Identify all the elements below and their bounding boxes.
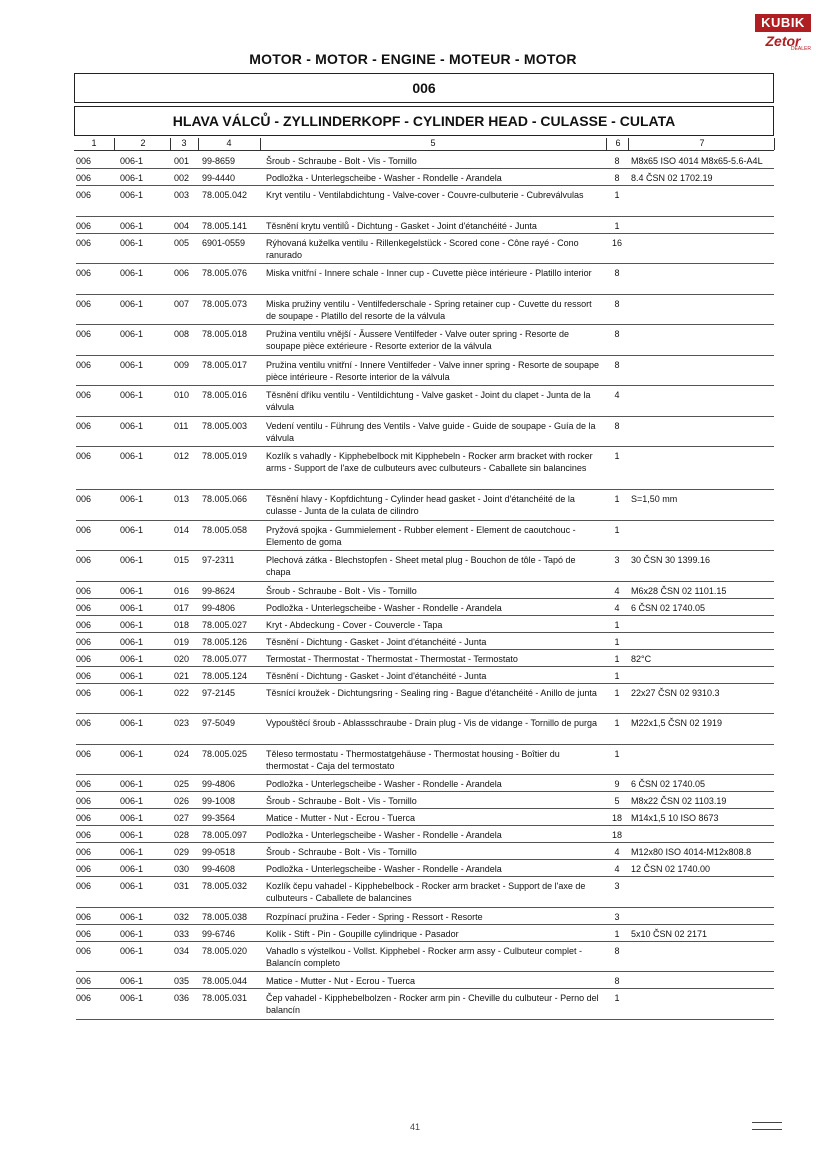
cell-c4: 78.005.025 — [202, 748, 248, 759]
cell-c3: 004 — [174, 220, 190, 231]
cell-c4: 97-5049 — [202, 718, 236, 728]
cell-c3: 035 — [174, 976, 190, 986]
cell-c5: Plechová zátka - Blechstopfen - Sheet metal plug - Bouchon de tôle - Tapó de chapa — [266, 555, 576, 577]
group-code: 006 — [74, 73, 774, 103]
cell-c4: 78.005.042 — [202, 190, 248, 200]
cell-c4: 78.005.066 — [202, 494, 248, 504]
cell-c5: Podložka - Unterlegscheibe - Washer - Rondelle - Arandela — [266, 830, 502, 840]
cell-c5: Těleso termostatu - Thermostatgehäuse - Thermostat housing - Boîtier du thermostat - Caja del termostato — [266, 748, 560, 771]
cell-c4: 99-4806 — [202, 602, 236, 613]
cell-c4: 99-4608 — [202, 864, 236, 874]
table-row — [76, 775, 774, 792]
cell-c2: 006-1 — [120, 359, 144, 370]
cell-c6: 1 — [614, 524, 620, 535]
cell-c3: 015 — [174, 555, 190, 565]
cell-c3: 027 — [174, 813, 190, 823]
cell-c3: 003 — [174, 190, 190, 200]
table-row — [76, 908, 774, 925]
cell-c2: 006-1 — [120, 156, 144, 166]
cell-c6: 1 — [614, 928, 620, 939]
cell-c1: 006 — [76, 670, 92, 681]
cell-c7: 6 ČSN 02 1740.05 — [631, 779, 706, 789]
table-row — [76, 169, 774, 186]
cell-c1: 006 — [76, 911, 92, 922]
cell-c7: 8.4 ČSN 02 1702.19 — [631, 173, 713, 183]
cell-c1: 006 — [76, 220, 92, 231]
cell-c2: 006-1 — [120, 524, 144, 535]
table-row — [76, 264, 774, 295]
cell-c1: 006 — [76, 636, 92, 647]
table-row — [76, 843, 774, 860]
cell-c5: Podložka - Unterlegscheibe - Washer - Rondelle - Arandela — [266, 173, 502, 183]
table-row — [76, 650, 774, 667]
cell-c5: Pružina ventilu vnitřní - Innere Ventilfeder - Valve inner spring - Resorte de soupape pièce intérieure - Resorte interior de la válvula — [266, 359, 600, 382]
cell-c5: Miska pružiny ventilu - Ventilfederschale - Spring retainer cup - Cuvette du ressort de soupape - Platillo del resorte de la válvula — [266, 298, 592, 321]
logo-kubik: KUBIK — [755, 14, 811, 32]
cell-c4: 78.005.097 — [202, 830, 248, 840]
cell-c2: 006-1 — [120, 237, 144, 248]
cell-c3: 002 — [174, 173, 190, 183]
cell-c5: Podložka - Unterlegscheibe - Washer - Rondelle - Arandela — [266, 602, 502, 613]
cell-c1: 006 — [76, 555, 92, 565]
cell-c2: 006-1 — [120, 329, 144, 339]
cell-c1: 006 — [76, 390, 92, 400]
table-row — [76, 295, 774, 326]
cell-c4: 78.005.124 — [202, 670, 248, 681]
cell-c4: 6901-0559 — [202, 237, 246, 248]
logo-dealer: DEALER — [790, 46, 811, 52]
cell-c1: 006 — [76, 976, 92, 986]
column-header-2: 2 — [116, 138, 171, 150]
cell-c4: 78.005.031 — [202, 993, 248, 1003]
cell-c3: 016 — [174, 585, 190, 596]
column-header-1: 1 — [74, 138, 115, 150]
cell-c1: 006 — [76, 420, 92, 431]
cell-c7: M8x65 ISO 4014 M8x65-5.6-A4L — [631, 156, 763, 166]
table-row — [76, 633, 774, 650]
cell-c7: 22x27 ČSN 02 9310.3 — [631, 687, 720, 698]
column-header-6: 6 — [608, 138, 629, 150]
cell-c4: 99-4806 — [202, 779, 236, 789]
cell-c1: 006 — [76, 993, 92, 1003]
cell-c1: 006 — [76, 718, 92, 728]
cell-c7: S=1,50 mm — [631, 494, 678, 504]
cell-c6: 8 — [614, 945, 620, 956]
cell-c7: 12 ČSN 02 1740.00 — [631, 864, 711, 874]
cell-c4: 78.005.126 — [202, 636, 248, 647]
cell-c6: 1 — [614, 451, 620, 461]
cell-c6: 1 — [614, 670, 620, 681]
cell-c4: 78.005.018 — [202, 329, 248, 339]
cell-c1: 006 — [76, 585, 92, 596]
cell-c3: 009 — [174, 359, 190, 370]
cell-c2: 006-1 — [120, 945, 144, 956]
cell-c4: 78.005.077 — [202, 653, 248, 664]
cell-c2: 006-1 — [120, 390, 144, 400]
cell-c1: 006 — [76, 928, 92, 939]
table-row — [76, 234, 774, 265]
cell-c7: M22x1,5 ČSN 02 1919 — [631, 718, 723, 728]
cell-c4: 99-4440 — [202, 173, 236, 183]
cell-c6: 8 — [614, 420, 620, 431]
table-row — [76, 809, 774, 826]
cell-c6: 8 — [614, 173, 620, 183]
cell-c5: Miska vnitřní - Innere schale - Inner cup - Cuvette pièce intérieure - Platillo interior — [266, 268, 592, 278]
cell-c2: 006-1 — [120, 928, 144, 939]
cell-c6: 16 — [611, 237, 622, 248]
cell-c1: 006 — [76, 268, 92, 278]
cell-c3: 018 — [174, 619, 190, 630]
cell-c7: M6x28 ČSN 02 1101.15 — [631, 585, 727, 596]
cell-c1: 006 — [76, 653, 92, 664]
cell-c3: 021 — [174, 670, 190, 681]
cell-c5: Šroub - Schraube - Bolt - Vis - Tornillo — [266, 796, 417, 806]
cell-c2: 006-1 — [120, 830, 144, 840]
cell-c5: Těsnění krytu ventilů - Dichtung - Gasket - Joint d'étanchéité - Junta — [266, 220, 537, 231]
cell-c2: 006-1 — [120, 585, 144, 596]
table-row — [76, 714, 774, 745]
cell-c2: 006-1 — [120, 451, 144, 461]
cell-c2: 006-1 — [120, 796, 144, 806]
column-header-5: 5 — [260, 138, 607, 150]
cell-c2: 006-1 — [120, 976, 144, 986]
cell-c1: 006 — [76, 173, 92, 183]
cell-c1: 006 — [76, 779, 92, 789]
cell-c5: Šroub - Schraube - Bolt - Vis - Tornillo — [266, 847, 417, 857]
cell-c5: Termostat - Thermostat - Thermostat - Thermostat - Termostato — [266, 653, 518, 664]
table-row — [76, 447, 774, 490]
cell-c1: 006 — [76, 451, 92, 461]
cell-c6: 8 — [614, 298, 620, 309]
cell-c2: 006-1 — [120, 190, 144, 200]
cell-c4: 99-0518 — [202, 847, 236, 857]
cell-c7: 30 ČSN 30 1399.16 — [631, 555, 711, 565]
table-row — [76, 877, 774, 908]
table-row — [76, 186, 774, 217]
cell-c3: 020 — [174, 653, 190, 664]
cell-c2: 006-1 — [120, 813, 144, 823]
cell-c5: Těsnění - Dichtung - Gasket - Joint d'étanchéité - Junta — [266, 636, 487, 647]
cell-c1: 006 — [76, 847, 92, 857]
table-row — [76, 942, 774, 973]
cell-c2: 006-1 — [120, 670, 144, 681]
table-row — [76, 551, 774, 582]
cell-c6: 1 — [614, 494, 620, 504]
cell-c4: 99-3564 — [202, 813, 236, 823]
cell-c2: 006-1 — [120, 636, 144, 647]
cell-c2: 006-1 — [120, 911, 144, 922]
cell-c6: 8 — [614, 329, 620, 339]
cell-c4: 78.005.017 — [202, 359, 248, 370]
cell-c4: 78.005.141 — [202, 220, 248, 231]
cell-c3: 008 — [174, 329, 190, 339]
cell-c1: 006 — [76, 298, 92, 309]
cell-c2: 006-1 — [120, 653, 144, 664]
cell-c3: 024 — [174, 748, 190, 759]
cell-c3: 006 — [174, 268, 190, 278]
cell-c6: 4 — [614, 585, 620, 596]
cell-c6: 4 — [614, 864, 620, 874]
cell-c6: 4 — [614, 390, 620, 400]
cell-c2: 006-1 — [120, 864, 144, 874]
cell-c6: 8 — [614, 156, 620, 166]
cell-c6: 1 — [614, 718, 620, 728]
table-row — [76, 599, 774, 616]
cell-c7: 82°C — [631, 653, 652, 664]
cell-c3: 028 — [174, 830, 190, 840]
table-row — [76, 582, 774, 599]
cell-c6: 5 — [614, 796, 620, 806]
cell-c1: 006 — [76, 602, 92, 613]
cell-c1: 006 — [76, 237, 92, 248]
cell-c4: 99-1008 — [202, 796, 236, 806]
table-row — [76, 684, 774, 715]
cell-c3: 033 — [174, 928, 190, 939]
cell-c5: Matice - Mutter - Nut - Ecrou - Tuerca — [266, 976, 416, 986]
cell-c5: Těsnění hlavy - Kopfdichtung - Cylinder head gasket - Joint d'étanchéité de la culasse - Junta de la culata de cilindro — [266, 494, 575, 516]
logo-zetor: Zetor — [765, 33, 801, 49]
cell-c2: 006-1 — [120, 555, 144, 565]
cell-c6: 8 — [614, 359, 620, 370]
cell-c6: 1 — [614, 619, 620, 630]
cell-c3: 011 — [174, 420, 189, 431]
parts-table — [76, 152, 774, 1020]
cell-c2: 006-1 — [120, 993, 144, 1003]
cell-c1: 006 — [76, 494, 92, 504]
cell-c4: 78.005.003 — [202, 420, 248, 431]
cell-c3: 019 — [174, 636, 190, 647]
cell-c3: 036 — [174, 993, 190, 1003]
cell-c6: 4 — [614, 602, 620, 613]
cell-c1: 006 — [76, 359, 92, 370]
cell-c5: Matice - Mutter - Nut - Ecrou - Tuerca — [266, 813, 416, 823]
cell-c2: 006-1 — [120, 420, 144, 431]
cell-c6: 1 — [614, 653, 620, 664]
cell-c4: 78.005.016 — [202, 390, 248, 400]
cell-c4: 78.005.058 — [202, 524, 248, 535]
cell-c6: 8 — [614, 976, 620, 986]
table-row — [76, 989, 774, 1020]
cell-c3: 031 — [174, 881, 190, 891]
cell-c1: 006 — [76, 864, 92, 874]
cell-c3: 014 — [174, 524, 190, 535]
cell-c4: 78.005.044 — [202, 976, 248, 986]
table-row — [76, 860, 774, 877]
footer-mark — [752, 1122, 782, 1130]
cell-c5: Čep vahadel - Kipphebelbolzen - Rocker arm pin - Cheville du culbuteur - Perno del balancín — [266, 993, 599, 1015]
page-title: MOTOR - MOTOR - ENGINE - MOTEUR - MOTOR — [249, 51, 577, 67]
cell-c5: Kolík - Stift - Pin - Goupille cylindrique - Pasador — [266, 928, 459, 939]
cell-c5: Rýhovaná kuželka ventilu - Rillenkegelstück - Scored cone - Cône rayé - Cono ranurado — [266, 237, 579, 260]
column-header-7: 7 — [630, 138, 775, 150]
cell-c2: 006-1 — [120, 881, 144, 891]
cell-c6: 18 — [611, 830, 622, 840]
cell-c2: 006-1 — [120, 268, 144, 278]
column-headers — [74, 138, 774, 151]
cell-c1: 006 — [76, 830, 92, 840]
page-number: 41 — [410, 1122, 421, 1132]
cell-c4: 97-2311 — [202, 555, 235, 565]
table-row — [76, 792, 774, 809]
cell-c1: 006 — [76, 796, 92, 806]
cell-c2: 006-1 — [120, 779, 144, 789]
cell-c2: 006-1 — [120, 494, 144, 504]
table-row — [76, 972, 774, 989]
table-row — [76, 521, 774, 552]
cell-c4: 78.005.076 — [202, 268, 248, 278]
cell-c4: 99-8659 — [202, 156, 236, 166]
cell-c4: 78.005.019 — [202, 451, 248, 461]
cell-c5: Kryt - Abdeckung - Cover - Couvercle - Tapa — [266, 619, 443, 630]
cell-c5: Vahadlo s výstelkou - Vollst. Kipphebel - Rocker arm assy - Culbuteur complet - Balancín completo — [266, 945, 582, 968]
cell-c6: 18 — [611, 813, 622, 823]
cell-c6: 1 — [614, 748, 620, 759]
cell-c2: 006-1 — [120, 718, 144, 728]
cell-c6: 1 — [614, 993, 620, 1003]
cell-c2: 006-1 — [120, 687, 144, 698]
cell-c5: Vypouštěcí šroub - Ablassschraube - Drain plug - Vis de vidange - Tornillo de purga — [266, 718, 598, 728]
cell-c2: 006-1 — [120, 847, 144, 857]
cell-c2: 006-1 — [120, 298, 144, 309]
cell-c6: 1 — [614, 636, 620, 647]
cell-c5: Podložka - Unterlegscheibe - Washer - Rondelle - Arandela — [266, 779, 502, 789]
cell-c3: 029 — [174, 847, 190, 857]
cell-c3: 013 — [174, 494, 190, 504]
table-row — [76, 152, 774, 169]
cell-c4: 99-8624 — [202, 585, 236, 596]
cell-c6: 3 — [614, 881, 620, 891]
table-row — [76, 325, 774, 356]
cell-c6: 3 — [614, 555, 620, 565]
table-row — [76, 667, 774, 684]
cell-c4: 78.005.073 — [202, 298, 248, 309]
cell-c5: Vedení ventilu - Führung des Ventils - Valve guide - Guide de soupape - Guía de la válvula — [266, 420, 596, 443]
cell-c5: Kryt ventilu - Ventilabdichtung - Valve-cover - Couvre-culbuterie - Cubreválvulas — [266, 190, 584, 200]
cell-c3: 034 — [174, 945, 190, 956]
cell-c5: Pružina ventilu vnější - Äussere Ventilfeder - Valve outer spring - Resorte de soupape pièce extérieure - Resorte exterior de la válvula — [266, 329, 569, 351]
cell-c3: 012 — [174, 451, 190, 461]
cell-c5: Kozlík s vahadly - Kipphebelbock mit Kipphebeln - Rocker arm bracket with rocker arms - Support de l'axe de culbuteurs avec culbuteurs - Caballete sin balancines — [266, 451, 593, 473]
cell-c7: 5x10 ČSN 02 2171 — [631, 928, 708, 939]
cell-c1: 006 — [76, 329, 92, 339]
cell-c3: 005 — [174, 237, 190, 248]
cell-c5: Těsnění - Dichtung - Gasket - Joint d'étanchéité - Junta — [266, 670, 487, 681]
cell-c3: 017 — [174, 602, 190, 613]
cell-c6: 4 — [614, 847, 620, 857]
cell-c6: 9 — [614, 779, 620, 789]
cell-c3: 023 — [174, 718, 190, 728]
cell-c7: M12x80 ISO 4014-M12x808.8 — [631, 847, 752, 857]
table-row — [76, 616, 774, 633]
cell-c1: 006 — [76, 813, 92, 823]
cell-c6: 8 — [614, 268, 620, 278]
cell-c5: Těsnění dříku ventilu - Ventildichtung - Valve gasket - Joint du clapet - Junta de la válvula — [266, 390, 591, 412]
cell-c4: 78.005.027 — [202, 619, 248, 630]
cell-c5: Šroub - Schraube - Bolt - Vis - Tornillo — [266, 156, 417, 166]
cell-c1: 006 — [76, 687, 92, 698]
cell-c6: 3 — [614, 911, 620, 922]
cell-c6: 1 — [614, 687, 620, 698]
cell-c5: Kozlík čepu vahadel - Kipphebelbock - Rocker arm bracket - Support de l'axe de culbuteurs - Caballete de balancines — [266, 881, 586, 903]
table-row — [76, 925, 774, 942]
column-header-3: 3 — [170, 138, 199, 150]
cell-c5: Podložka - Unterlegscheibe - Washer - Rondelle - Arandela — [266, 864, 502, 874]
cell-c3: 032 — [174, 911, 190, 922]
cell-c3: 026 — [174, 796, 190, 806]
cell-c3: 007 — [174, 298, 190, 309]
cell-c1: 006 — [76, 881, 92, 891]
cell-c2: 006-1 — [120, 619, 144, 630]
cell-c6: 1 — [614, 190, 620, 200]
cell-c1: 006 — [76, 619, 92, 630]
table-row — [76, 745, 774, 776]
cell-c3: 001 — [174, 156, 190, 166]
table-row — [76, 386, 774, 417]
table-row — [76, 826, 774, 843]
table-row — [76, 490, 774, 521]
cell-c2: 006-1 — [120, 602, 144, 613]
cell-c1: 006 — [76, 945, 92, 956]
cell-c7: M8x22 ČSN 02 1103.19 — [631, 796, 727, 806]
cell-c1: 006 — [76, 156, 92, 166]
cell-c3: 010 — [174, 390, 190, 400]
cell-c4: 97-2145 — [202, 687, 236, 698]
cell-c3: 025 — [174, 779, 190, 789]
cell-c4: 78.005.032 — [202, 881, 248, 891]
table-row — [76, 356, 774, 387]
cell-c2: 006-1 — [120, 173, 144, 183]
section-title: HLAVA VÁLCŮ - ZYLLINDERKOPF - CYLINDER HEAD - CULASSE - CULATA — [74, 106, 774, 136]
cell-c1: 006 — [76, 190, 92, 200]
cell-c7: M14x1,5 10 ISO 8673 — [631, 813, 719, 823]
cell-c2: 006-1 — [120, 220, 144, 231]
cell-c1: 006 — [76, 524, 92, 535]
table-row — [76, 417, 774, 448]
cell-c4: 99-6746 — [202, 928, 236, 939]
cell-c4: 78.005.020 — [202, 945, 248, 956]
table-row — [76, 217, 774, 234]
cell-c1: 006 — [76, 748, 92, 759]
cell-c3: 030 — [174, 864, 190, 874]
cell-c5: Těsnící kroužek - Dichtungsring - Sealing ring - Bague d'étanchéité - Anillo de junta — [266, 687, 597, 698]
cell-c5: Šroub - Schraube - Bolt - Vis - Tornillo — [266, 585, 417, 596]
cell-c4: 78.005.038 — [202, 911, 248, 922]
cell-c5: Pryžová spojka - Gummielement - Rubber element - Element de caoutchouc - Elemento de goma — [266, 524, 576, 547]
column-header-4: 4 — [198, 138, 261, 150]
cell-c6: 1 — [614, 220, 620, 231]
cell-c2: 006-1 — [120, 748, 144, 759]
cell-c7: 6 ČSN 02 1740.05 — [631, 602, 706, 613]
cell-c3: 022 — [174, 687, 190, 698]
cell-c5: Rozpínací pružina - Feder - Spring - Ressort - Resorte — [266, 911, 483, 922]
